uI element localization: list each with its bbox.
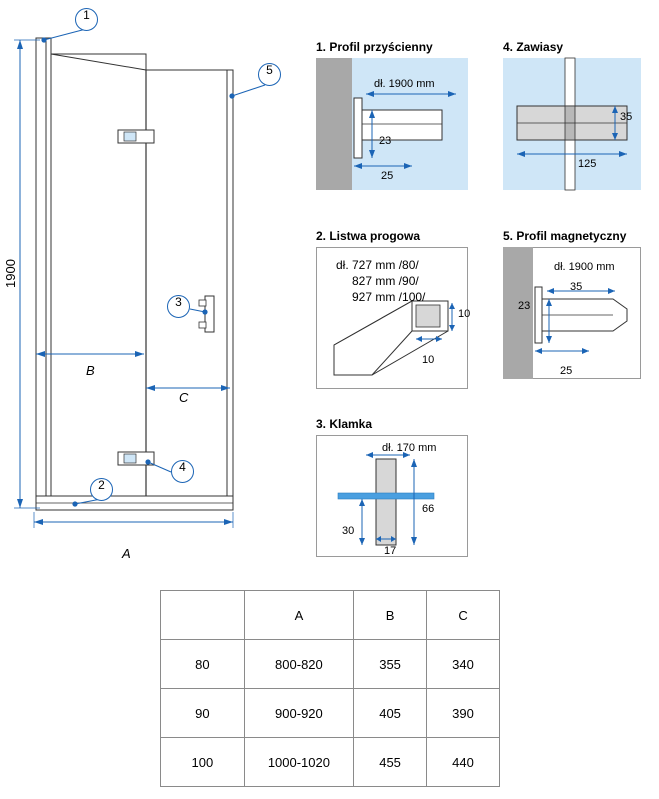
size-table (160, 590, 500, 787)
panel-5-dim-35: 35 (570, 281, 583, 293)
main-shower-door-drawing (0, 0, 300, 580)
panel-5-length-label: dł. 1900 mm (554, 261, 615, 273)
table-row (161, 689, 500, 738)
table-cell-b: 355 (354, 640, 427, 689)
dimension-label-c: C (179, 390, 189, 405)
table-header-b: B (354, 591, 427, 640)
panel-3-length-label: dł. 170 mm (382, 442, 437, 454)
table-header-a: A (244, 591, 353, 640)
callout-4: 4 (171, 460, 194, 483)
table-header-0 (161, 591, 245, 640)
panel-5-dim-25: 25 (560, 365, 573, 377)
table-cell-a: 900-920 (244, 689, 353, 738)
table-cell-c: 340 (427, 640, 500, 689)
panel-1-dim-23: 23 (379, 135, 392, 147)
panel-1-title: 1. Profil przyścienny (316, 40, 433, 54)
table-cell-a: 1000-1020 (244, 738, 353, 787)
panel-5-title: 5. Profil magnetyczny (503, 229, 627, 243)
panel-2-title: 2. Listwa progowa (316, 229, 421, 243)
table-row (161, 640, 500, 689)
table-cell-c: 440 (427, 738, 500, 787)
dimension-label-a: A (122, 546, 131, 561)
panel-1-length-label: dł. 1900 mm (374, 78, 435, 90)
table-header-row (161, 591, 500, 640)
table-cell-size: 100 (161, 738, 245, 787)
panel-2-dim-10-horizontal: 10 (422, 354, 435, 366)
callout-5: 5 (258, 63, 281, 86)
callout-2: 2 (90, 478, 113, 501)
panel-2-dim-10-vertical: 10 (458, 308, 471, 320)
callout-1: 1 (75, 8, 98, 31)
callout-3: 3 (167, 295, 190, 318)
panel-4-title: 4. Zawiasy (503, 40, 564, 54)
table-cell-b: 405 (354, 689, 427, 738)
table-cell-c: 390 (427, 689, 500, 738)
table-cell-a: 800-820 (244, 640, 353, 689)
panel-3-dim-17: 17 (384, 545, 397, 557)
height-dimension-label: 1900 (2, 259, 18, 288)
panel-2-length-80: dł. 727 mm /80/ (336, 258, 419, 272)
panel-4-dim-125: 125 (578, 158, 597, 170)
table-row (161, 738, 500, 787)
panel-4-drawing (503, 58, 641, 190)
panel-3-dim-66: 66 (422, 503, 435, 515)
table-cell-size: 90 (161, 689, 245, 738)
table-header-c: C (427, 591, 500, 640)
dimension-label-b: B (86, 363, 95, 378)
table-cell-size: 80 (161, 640, 245, 689)
panel-2-length-90: 827 mm /90/ (352, 274, 419, 288)
panel-2-length-100: 927 mm /100/ (352, 290, 426, 304)
panel-5-dim-23: 23 (518, 300, 531, 312)
panel-4-dim-35: 35 (620, 111, 633, 123)
table-cell-b: 455 (354, 738, 427, 787)
panel-3-dim-30: 30 (342, 525, 355, 537)
panel-1-dim-25: 25 (381, 170, 394, 182)
panel-3-title: 3. Klamka (316, 417, 373, 431)
